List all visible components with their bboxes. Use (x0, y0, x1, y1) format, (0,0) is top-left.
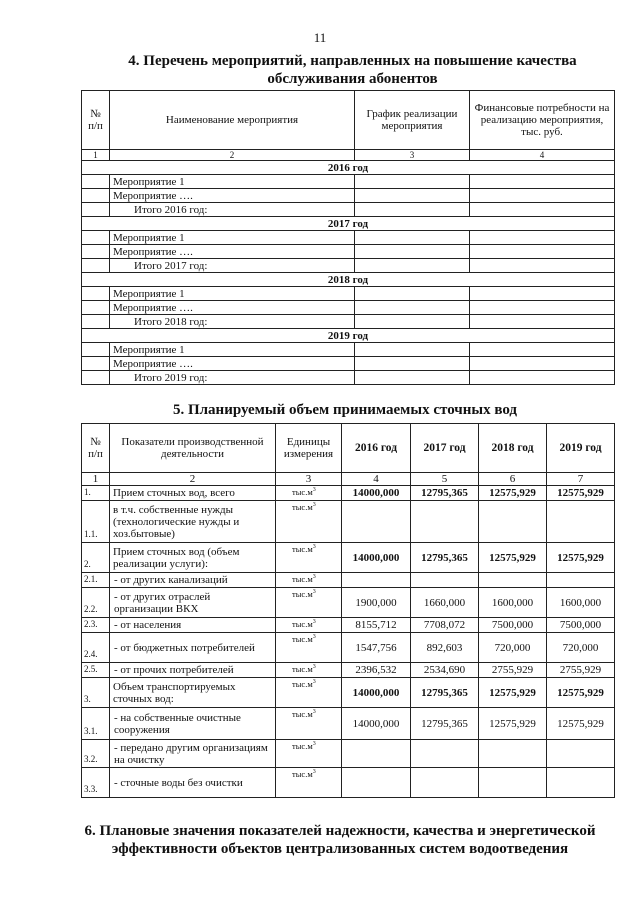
wastewater-volume-table (81, 423, 615, 798)
measure-schedule (355, 189, 470, 203)
total-schedule (355, 259, 470, 273)
value-2019 (547, 768, 615, 798)
indicator-name: Объем транспортируемых сточных вод: (110, 678, 276, 708)
value-2018: 12575,929 (479, 678, 547, 708)
year-row (82, 161, 615, 175)
row-num: 2. (82, 543, 110, 573)
unit-cell: $тыс.м^3$ (276, 543, 342, 573)
row-num: 3.3. (82, 768, 110, 798)
value-2016 (342, 573, 411, 588)
value-2018: 720,000 (479, 633, 547, 663)
unit-cell: $тыс.м^3$ (276, 633, 342, 663)
column-numbers-row (82, 150, 615, 161)
header-year-2016: 2016 год (342, 424, 411, 473)
value-2016 (342, 501, 411, 543)
unit-text: тыс.м (292, 709, 313, 719)
header-financing: Финансовые потребности на реализацию мероприятия, тыс. руб. (470, 91, 615, 150)
unit-cell: $тыс.м^3$ (276, 663, 342, 678)
value-2019: 12575,929 (547, 678, 615, 708)
indicator-row (82, 663, 615, 678)
value-2016: 14000,000 (342, 708, 411, 740)
measure-row (82, 245, 615, 259)
indicator-row (82, 588, 615, 618)
unit-text: тыс.м (292, 679, 313, 689)
volume-table-header (82, 424, 615, 473)
unit-text: тыс.м (292, 574, 313, 584)
value-2017: 12795,365 (411, 678, 479, 708)
unit-cell: $тыс.м^3$ (276, 708, 342, 740)
indicator-name: - сточные воды без очистки (110, 768, 276, 798)
value-2016: 8155,712 (342, 618, 411, 633)
col-number: 4 (470, 150, 615, 161)
measure-financing (470, 287, 615, 301)
col-number: 2 (110, 473, 276, 486)
measure-num (82, 189, 110, 203)
unit-cell: $тыс.м^3$ (276, 768, 342, 798)
measure-num (82, 301, 110, 315)
column-numbers-row (82, 473, 615, 486)
total-schedule (355, 371, 470, 385)
value-2016: 14000,000 (342, 678, 411, 708)
value-2019: 12575,929 (547, 708, 615, 740)
measure-schedule (355, 287, 470, 301)
measure-schedule (355, 245, 470, 259)
total-num (82, 371, 110, 385)
row-num: 3.1. (82, 708, 110, 740)
value-2018 (479, 573, 547, 588)
row-num: 1.1. (82, 501, 110, 543)
header-year-2018: 2018 год (479, 424, 547, 473)
value-2017 (411, 501, 479, 543)
section-6-title: 6. Плановые значения показателей надежности, качества и энергетической эффективности объектов централизованных систем водоотведения (84, 823, 596, 857)
value-2019 (547, 740, 615, 768)
section-4-title: 4. Перечень мероприятий, направленных на повышение качества обслуживания абонентов (128, 53, 577, 87)
value-2018: 12575,929 (479, 708, 547, 740)
measure-num (82, 175, 110, 189)
col-number: 4 (342, 473, 411, 486)
row-num: 1. (82, 486, 110, 501)
unit-text: тыс.м (292, 502, 313, 512)
value-2017 (411, 573, 479, 588)
measure-row (82, 189, 615, 203)
year-label: 2017 год (82, 217, 615, 231)
measure-financing (470, 245, 615, 259)
measure-num (82, 343, 110, 357)
row-num: 2.5. (82, 663, 110, 678)
value-2018: 1600,000 (479, 588, 547, 618)
total-num (82, 259, 110, 273)
header-schedule: График реализации мероприятия (355, 91, 470, 150)
measure-financing (470, 231, 615, 245)
indicator-row (82, 573, 615, 588)
indicator-row (82, 633, 615, 663)
measure-row (82, 287, 615, 301)
measure-row (82, 175, 615, 189)
indicator-name: в т.ч. собственные нужды (технологические нужды и хоз.бытовые) (110, 501, 276, 543)
unit-text: тыс.м (292, 769, 313, 779)
total-schedule (355, 315, 470, 329)
total-financing (470, 203, 615, 217)
measure-financing (470, 343, 615, 357)
value-2019: 1600,000 (547, 588, 615, 618)
value-2018: 2755,929 (479, 663, 547, 678)
value-2016: 14000,000 (342, 543, 411, 573)
header-unit: Единицы измерения (276, 424, 342, 473)
indicator-name: - от населения (110, 618, 276, 633)
measure-financing (470, 357, 615, 371)
value-2019 (547, 573, 615, 588)
measure-num (82, 287, 110, 301)
indicator-name: - от других канализаций (110, 573, 276, 588)
total-row (82, 315, 615, 329)
value-2018: 7500,000 (479, 618, 547, 633)
value-2018 (479, 740, 547, 768)
measure-financing (470, 301, 615, 315)
indicator-row (82, 768, 615, 798)
unit-text: тыс.м (292, 741, 313, 751)
measure-name: Мероприятие …. (110, 357, 355, 371)
measure-name: Мероприятие 1 (110, 343, 355, 357)
year-label: 2019 год (82, 329, 615, 343)
value-2019: 7500,000 (547, 618, 615, 633)
value-2017: 12795,365 (411, 708, 479, 740)
unit-text: тыс.м (292, 664, 313, 674)
row-num: 3.2. (82, 740, 110, 768)
unit-cell: $тыс.м^3$ (276, 573, 342, 588)
indicator-name: - на собственные очистные сооружения (110, 708, 276, 740)
measure-financing (470, 175, 615, 189)
total-label: Итого 2016 год: (110, 203, 355, 217)
measure-schedule (355, 301, 470, 315)
total-financing (470, 259, 615, 273)
measure-num (82, 357, 110, 371)
indicator-name: Прием сточных вод, всего (110, 486, 276, 501)
measures-table (81, 90, 615, 385)
value-2018: 12575,929 (479, 543, 547, 573)
unit-cell: $тыс.м^3$ (276, 486, 342, 501)
total-label: Итого 2019 год: (110, 371, 355, 385)
total-num (82, 315, 110, 329)
indicator-name: Прием сточных вод (объем реализации услуги): (110, 543, 276, 573)
unit-cell: $тыс.м^3$ (276, 678, 342, 708)
value-2017: 2534,690 (411, 663, 479, 678)
value-2017 (411, 768, 479, 798)
total-financing (470, 371, 615, 385)
measure-schedule (355, 175, 470, 189)
measure-schedule (355, 343, 470, 357)
indicator-name: - передано другим организациям на очистку (110, 740, 276, 768)
col-number: 2 (110, 150, 355, 161)
total-financing (470, 315, 615, 329)
value-2019 (547, 501, 615, 543)
indicator-row (82, 543, 615, 573)
value-2018: 12575,929 (479, 486, 547, 501)
col-number: 3 (276, 473, 342, 486)
unit-text: тыс.м (292, 634, 313, 644)
value-2017 (411, 740, 479, 768)
col-number: 3 (355, 150, 470, 161)
indicator-row (82, 708, 615, 740)
indicator-row (82, 501, 615, 543)
total-row (82, 259, 615, 273)
unit-cell: $тыс.м^3$ (276, 501, 342, 543)
value-2017: 12795,365 (411, 486, 479, 501)
measure-row (82, 343, 615, 357)
value-2019: 720,000 (547, 633, 615, 663)
unit-cell: $тыс.м^3$ (276, 588, 342, 618)
measures-table-header (82, 91, 615, 150)
year-row (82, 329, 615, 343)
value-2018 (479, 501, 547, 543)
row-num: 2.3. (82, 618, 110, 633)
indicator-row (82, 618, 615, 633)
unit-text: тыс.м (292, 487, 313, 497)
measure-schedule (355, 357, 470, 371)
value-2017: 1660,000 (411, 588, 479, 618)
indicator-row (82, 678, 615, 708)
measure-financing (470, 189, 615, 203)
header-year-2017: 2017 год (411, 424, 479, 473)
page-number: 11 (313, 30, 327, 45)
total-schedule (355, 203, 470, 217)
measure-name: Мероприятие 1 (110, 231, 355, 245)
year-row (82, 217, 615, 231)
value-2018 (479, 768, 547, 798)
value-2016 (342, 740, 411, 768)
row-num: 2.2. (82, 588, 110, 618)
indicator-name: - от прочих потребителей (110, 663, 276, 678)
measure-num (82, 245, 110, 259)
header-num: № п/п (82, 91, 110, 150)
year-label: 2016 год (82, 161, 615, 175)
header-indicator: Показатели производственной деятельности (110, 424, 276, 473)
indicator-row (82, 486, 615, 501)
measure-row (82, 357, 615, 371)
total-label: Итого 2018 год: (110, 315, 355, 329)
measure-name: Мероприятие 1 (110, 175, 355, 189)
unit-cell: $тыс.м^3$ (276, 618, 342, 633)
value-2016: 14000,000 (342, 486, 411, 501)
value-2019: 2755,929 (547, 663, 615, 678)
year-row (82, 273, 615, 287)
unit-text: тыс.м (292, 589, 313, 599)
header-num: № п/п (82, 424, 110, 473)
measure-row (82, 301, 615, 315)
unit-text: тыс.м (292, 619, 313, 629)
value-2016 (342, 768, 411, 798)
year-label: 2018 год (82, 273, 615, 287)
measure-num (82, 231, 110, 245)
row-num: 3. (82, 678, 110, 708)
col-number: 6 (479, 473, 547, 486)
col-number: 1 (82, 150, 110, 161)
measure-schedule (355, 231, 470, 245)
total-num (82, 203, 110, 217)
indicator-row (82, 740, 615, 768)
row-num: 2.1. (82, 573, 110, 588)
measure-row (82, 231, 615, 245)
total-row (82, 371, 615, 385)
unit-text: тыс.м (292, 544, 313, 554)
value-2019: 12575,929 (547, 543, 615, 573)
section-5-title: 5. Планируемый объем принимаемых сточных вод (172, 402, 518, 418)
col-number: 5 (411, 473, 479, 486)
unit-cell: $тыс.м^3$ (276, 740, 342, 768)
indicator-name: - от бюджетных потребителей (110, 633, 276, 663)
value-2016: 1900,000 (342, 588, 411, 618)
value-2017: 7708,072 (411, 618, 479, 633)
value-2017: 12795,365 (411, 543, 479, 573)
col-number: 1 (82, 473, 110, 486)
header-year-2019: 2019 год (547, 424, 615, 473)
value-2016: 2396,532 (342, 663, 411, 678)
measure-name: Мероприятие …. (110, 189, 355, 203)
indicator-name: - от других отраслей организации ВКХ (110, 588, 276, 618)
value-2017: 892,603 (411, 633, 479, 663)
total-row (82, 203, 615, 217)
total-label: Итого 2017 год: (110, 259, 355, 273)
measure-name: Мероприятие …. (110, 245, 355, 259)
col-number: 7 (547, 473, 615, 486)
value-2019: 12575,929 (547, 486, 615, 501)
measure-name: Мероприятие 1 (110, 287, 355, 301)
measure-name: Мероприятие …. (110, 301, 355, 315)
value-2016: 1547,756 (342, 633, 411, 663)
row-num: 2.4. (82, 633, 110, 663)
header-measure-name: Наименование мероприятия (110, 91, 355, 150)
